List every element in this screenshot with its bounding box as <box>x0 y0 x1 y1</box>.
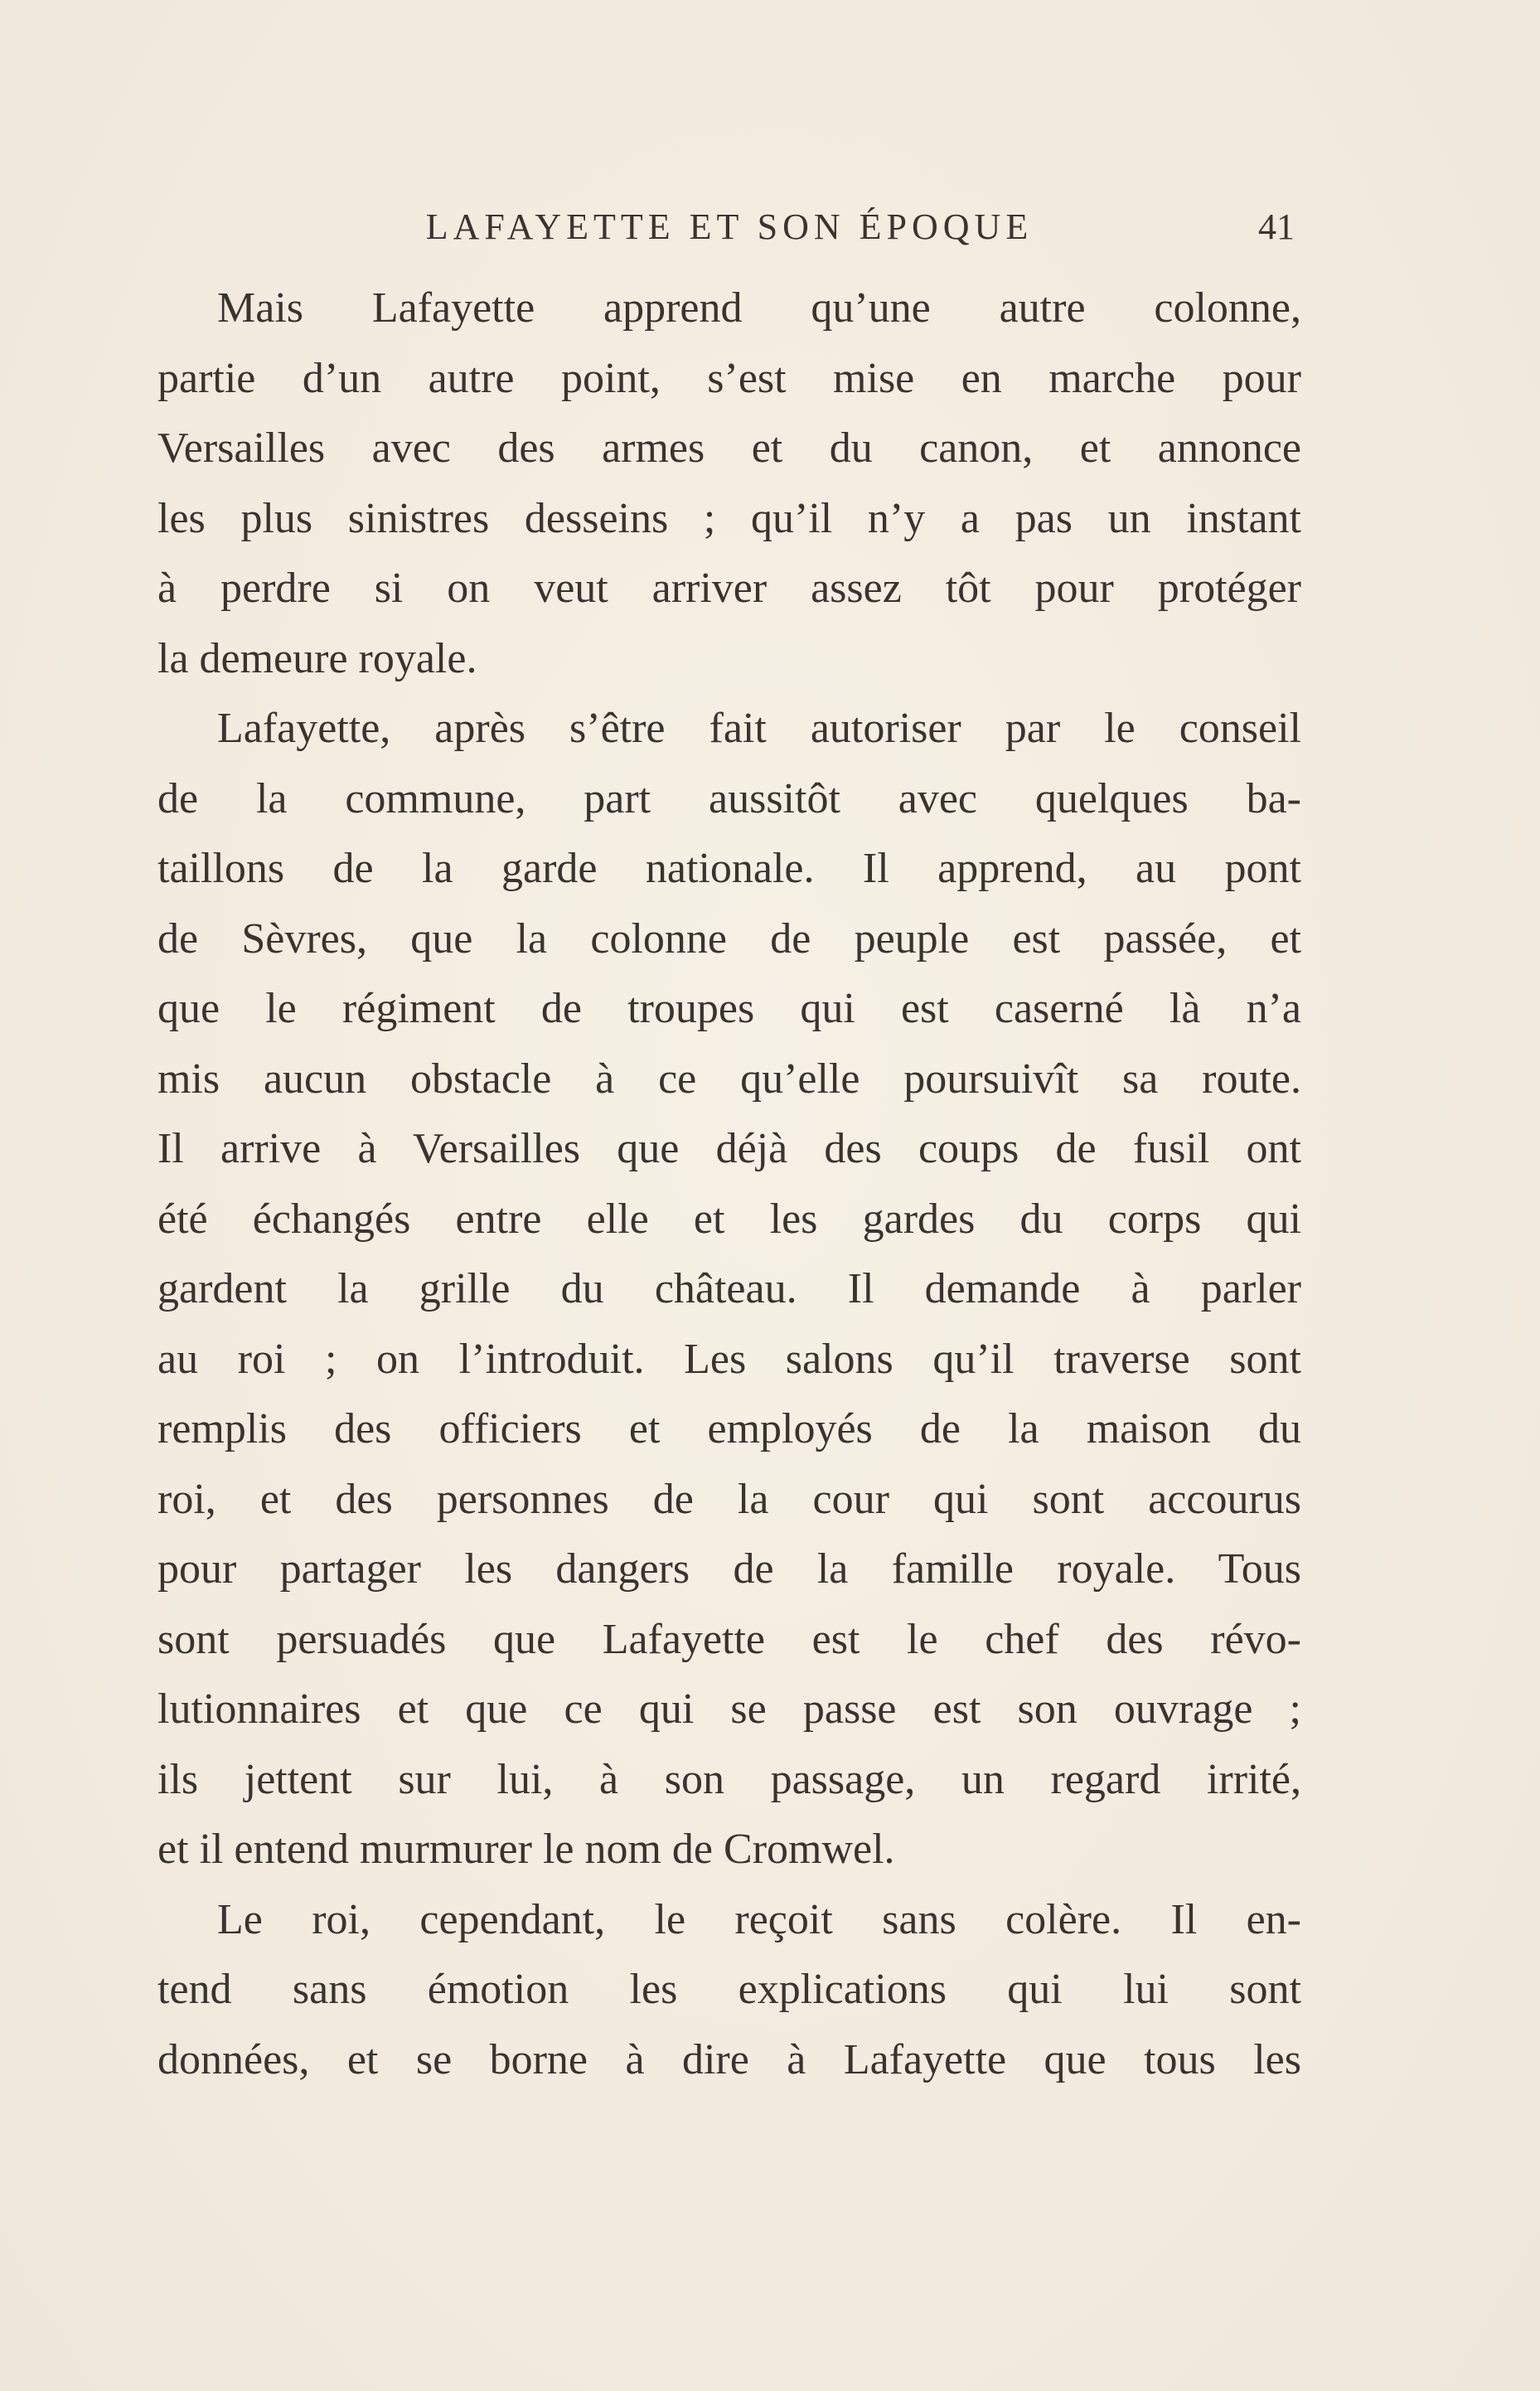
body-text <box>157 274 1301 2095</box>
text-line: au roi ; on l’introduit. Les salons qu’il traverse sont <box>157 1335 1301 1383</box>
text-line: pour partager les dangers de la famille royale. Tous <box>157 1545 1301 1593</box>
page-header <box>157 202 1301 252</box>
text-line: mis aucun obstacle à ce qu’elle poursuivît sa route. <box>157 1055 1301 1103</box>
text-line: Versailles avec des armes et du canon, et annonce <box>157 424 1301 472</box>
page-number: 41 <box>1258 206 1295 247</box>
text-line: les plus sinistres desseins ; qu’il n’y a pas un instant <box>157 494 1301 542</box>
text-line: ils jettent sur lui, à son passage, un regard irrité, <box>157 1755 1301 1803</box>
text-line: sont persuadés que Lafayette est le chef des révo- <box>157 1615 1301 1663</box>
text-line: que le régiment de troupes qui est caserné là n’a <box>157 985 1301 1032</box>
text-line: remplis des officiers et employés de la maison du <box>157 1405 1301 1453</box>
text-line: taillons de la garde nationale. Il apprend, au pont <box>157 845 1301 892</box>
text-line: de la commune, part aussitôt avec quelques ba- <box>157 774 1301 822</box>
text-line: et il entend murmurer le nom de Cromwel. <box>157 1826 895 1873</box>
text-line: tend sans émotion les explications qui lui sont <box>157 1966 1301 2013</box>
text-line: Lafayette, après s’être fait autoriser par le conseil <box>217 705 1301 752</box>
text-line: lutionnaires et que ce qui se passe est son ouvrage ; <box>157 1685 1301 1733</box>
text-line: gardent la grille du château. Il demande à parler <box>157 1265 1301 1312</box>
text-line: la demeure royale. <box>157 634 477 682</box>
text-line: données, et se borne à dire à Lafayette que tous les <box>157 2035 1301 2083</box>
text-line: de Sèvres, que la colonne de peuple est passée, et <box>157 914 1301 963</box>
text-line: Le roi, cependant, le reçoit sans colère. Il en- <box>217 1895 1301 1943</box>
text-line: été échangés entre elle et les gardes du corps qui <box>157 1195 1301 1243</box>
running-title: LAFAYETTE ET SON ÉPOQUE <box>425 206 1034 247</box>
text-line: roi, et des personnes de la cour qui sont accourus <box>157 1475 1301 1523</box>
text-line: Mais Lafayette apprend qu’une autre colonne, <box>217 284 1301 332</box>
text-line: Il arrive à Versailles que déjà des coups de fusil ont <box>157 1125 1301 1172</box>
text-line: partie d’un autre point, s’est mise en marche pour <box>157 354 1301 402</box>
text-line: à perdre si on veut arriver assez tôt pour protéger <box>157 565 1301 612</box>
